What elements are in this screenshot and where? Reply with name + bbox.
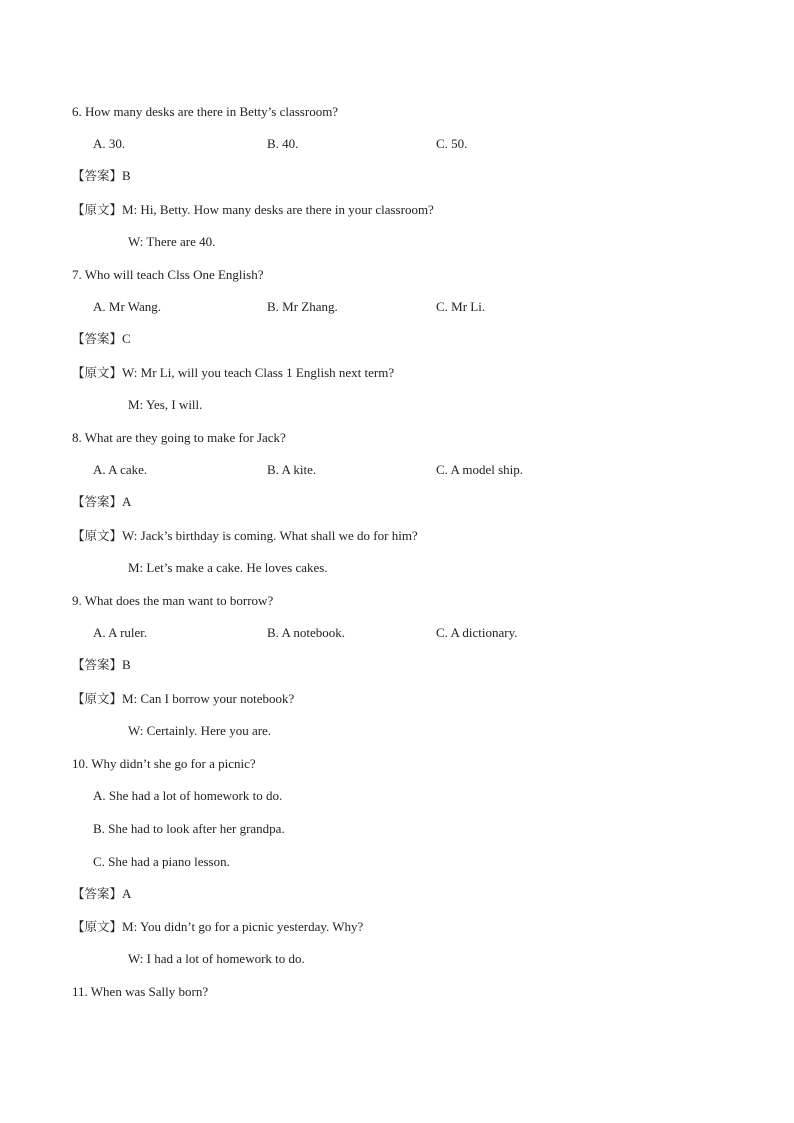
question-7-option-a: A. Mr Wang. (93, 299, 162, 314)
answer-tag: 【答案】 (72, 657, 123, 672)
transcript-line-1: W: Jack’s birthday is coming. What shall we do for him? (122, 528, 418, 543)
question-9-option-b: B. A notebook. (267, 625, 346, 640)
question-7-transcript-reply: M: Yes, I will. (128, 397, 203, 412)
transcript-line-1: M: Can I borrow your notebook? (122, 691, 295, 706)
question-7-option-b: B. Mr Zhang. (267, 299, 338, 314)
transcript-tag: 【原文】 (72, 365, 123, 380)
answer-tag: 【答案】 (72, 331, 123, 346)
question-10-transcript-reply: W: I had a lot of homework to do. (128, 951, 305, 966)
transcript-tag: 【原文】 (72, 528, 123, 543)
transcript-tag: 【原文】 (72, 919, 123, 934)
question-9-answer (72, 657, 131, 673)
question-6-answer (72, 168, 131, 184)
question-8-option-b: B. A kite. (267, 462, 317, 477)
answer-tag: 【答案】 (72, 886, 123, 901)
question-10-option-a: A. She had a lot of homework to do. (93, 788, 283, 803)
question-10-text: 10. Why didn’t she go for a picnic? (72, 756, 256, 771)
question-8-option-c: C. A model ship. (436, 462, 524, 477)
question-6-option-b: B. 40. (267, 136, 299, 151)
answer-tag: 【答案】 (72, 494, 123, 509)
question-8-option-a: A. A cake. (93, 462, 148, 477)
question-7-option-c: C. Mr Li. (436, 299, 486, 314)
question-7-text: 7. Who will teach Clss One English? (72, 267, 264, 282)
question-10-option-c: C. She had a piano lesson. (93, 854, 230, 869)
transcript-line-1: M: Hi, Betty. How many desks are there in your classroom? (122, 202, 434, 217)
question-11-text: 11. When was Sally born? (72, 984, 209, 999)
question-6-option-a: A. 30. (93, 136, 126, 151)
answer-tag: 【答案】 (72, 168, 123, 183)
question-6-text: 6. How many desks are there in Betty’s classroom? (72, 104, 339, 119)
question-6-transcript-reply: W: There are 40. (128, 234, 216, 249)
question-10-answer (72, 886, 131, 902)
question-9-option-c: C. A dictionary. (436, 625, 518, 640)
question-7-answer (72, 331, 131, 347)
answer-value: B (122, 168, 131, 183)
question-10-transcript (72, 919, 363, 935)
question-9-option-a: A. A ruler. (93, 625, 148, 640)
answer-value: C (122, 331, 131, 346)
question-8-transcript-reply: M: Let’s make a cake. He loves cakes. (128, 560, 328, 575)
question-9-text: 9. What does the man want to borrow? (72, 593, 274, 608)
question-9-transcript-reply: W: Certainly. Here you are. (128, 723, 272, 738)
question-10-option-b: B. She had to look after her grandpa. (93, 821, 285, 836)
question-9-transcript (72, 691, 294, 707)
question-6-option-c: C. 50. (436, 136, 468, 151)
answer-value: A (122, 886, 132, 901)
question-8-transcript (72, 528, 418, 544)
question-7-transcript (72, 365, 394, 381)
question-6-transcript (72, 202, 434, 218)
answer-value: A (122, 494, 132, 509)
answer-value: B (122, 657, 131, 672)
question-8-answer (72, 494, 131, 510)
transcript-line-1: W: Mr Li, will you teach Class 1 English next term? (122, 365, 395, 380)
question-8-text: 8. What are they going to make for Jack? (72, 430, 286, 445)
transcript-line-1: M: You didn’t go for a picnic yesterday. Why? (122, 919, 364, 934)
transcript-tag: 【原文】 (72, 202, 123, 217)
transcript-tag: 【原文】 (72, 691, 123, 706)
